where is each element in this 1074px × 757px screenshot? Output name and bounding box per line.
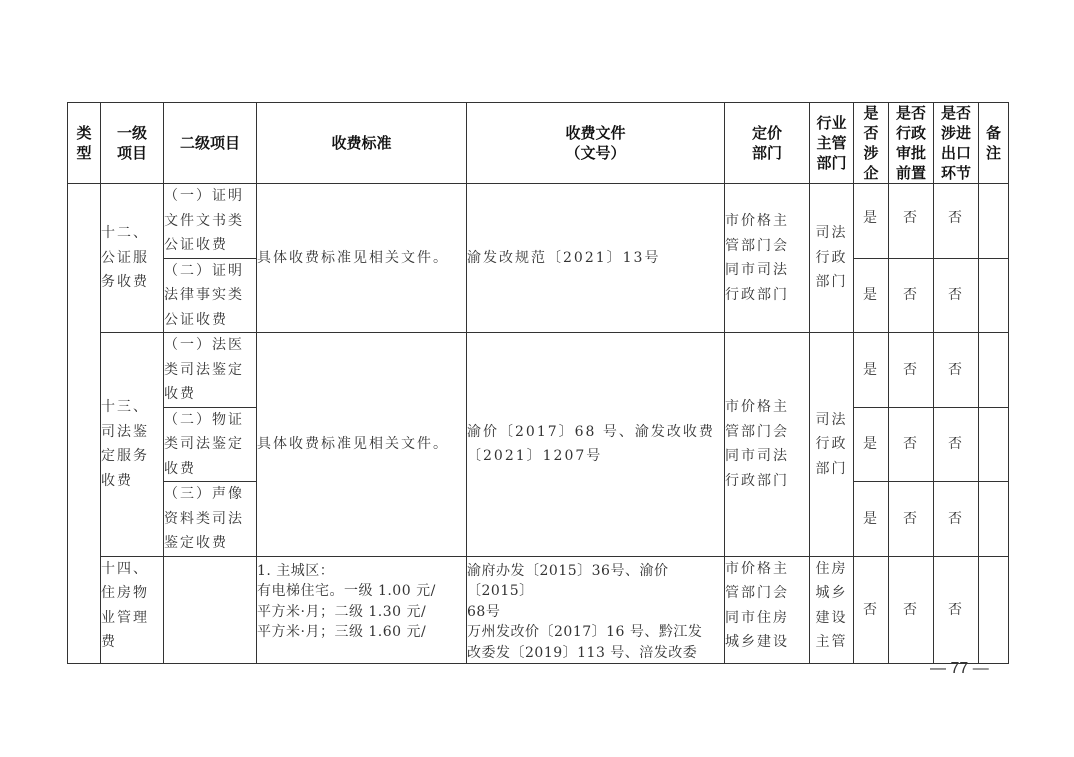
header-trade: 是否 涉进 出口 环节 — [934, 103, 979, 184]
enterprise-cell: 是 — [854, 333, 889, 408]
approval-cell: 否 — [889, 333, 934, 408]
trade-cell: 否 — [934, 556, 979, 664]
level2-cell: （二）物证 类司法鉴定 收费 — [164, 407, 257, 482]
header-pricing: 定价 部门 — [725, 103, 810, 184]
approval-cell: 否 — [889, 482, 934, 557]
note-cell — [979, 482, 1009, 557]
header-industry: 行业 主管 部门 — [810, 103, 854, 184]
approval-cell: 否 — [889, 407, 934, 482]
enterprise-cell: 是 — [854, 482, 889, 557]
trade-cell: 否 — [934, 482, 979, 557]
trade-cell: 否 — [934, 258, 979, 333]
level1-cell: 十三、 司法鉴 定服务 收费 — [101, 333, 164, 557]
type-cell — [68, 184, 101, 664]
approval-cell: 否 — [889, 184, 934, 259]
file-cell: 渝价〔2017〕68 号、渝发改收费 〔2021〕1207号 — [467, 333, 725, 557]
note-cell — [979, 556, 1009, 664]
pricing-cell: 市价格主 管部门会 同市司法 行政部门 — [725, 333, 810, 557]
standard-cell: 具体收费标准见相关文件。 — [257, 184, 467, 333]
header-file: 收费文件 （文号） — [467, 103, 725, 184]
header-enterprise: 是 否 涉 企 — [854, 103, 889, 184]
note-cell — [979, 407, 1009, 482]
industry-cell: 司法 行政 部门 — [810, 184, 854, 333]
industry-cell: 住房 城乡 建设 主管 — [810, 556, 854, 664]
table-row — [68, 556, 1009, 664]
level2-cell: （三）声像 资料类司法 鉴定收费 — [164, 482, 257, 557]
table-row — [68, 333, 1009, 408]
page-number: — 77 — — [930, 660, 989, 677]
table-row — [68, 184, 1009, 259]
file-cell: 渝发改规范〔2021〕13号 — [467, 184, 725, 333]
pricing-cell: 市价格主 管部门会 同市司法 行政部门 — [725, 184, 810, 333]
level2-cell: （一）证明 文件文书类 公证收费 — [164, 184, 257, 259]
file-cell: 渝府办发〔2015〕36号、渝价〔2015〕 68号 万州发改价〔2017〕16 号、黔江发 改委发〔2019〕113 号、涪发改委 — [467, 556, 725, 664]
fee-table — [67, 102, 1009, 664]
note-cell — [979, 184, 1009, 259]
header-standard: 收费标准 — [257, 103, 467, 184]
pricing-cell: 市价格主 管部门会 同市住房 城乡建设 — [725, 556, 810, 664]
enterprise-cell: 是 — [854, 184, 889, 259]
approval-cell: 否 — [889, 258, 934, 333]
trade-cell: 否 — [934, 407, 979, 482]
header-level1: 一级 项目 — [101, 103, 164, 184]
level2-cell: （一）法医 类司法鉴定 收费 — [164, 333, 257, 408]
note-cell — [979, 258, 1009, 333]
trade-cell: 否 — [934, 333, 979, 408]
trade-cell: 否 — [934, 184, 979, 259]
header-row — [68, 103, 1009, 184]
standard-cell: 1. 主城区： 有电梯住宅。一级 1.00 元/ 平方米·月；二级 1.30 元/ 平方米·月；三级 1.60 元/ — [257, 556, 467, 664]
level1-cell: 十二、 公证服 务收费 — [101, 184, 164, 333]
header-type: 类 型 — [68, 103, 101, 184]
note-cell — [979, 333, 1009, 408]
level1-cell: 十四、 住房物 业管理 费 — [101, 556, 164, 664]
header-approval: 是否 行政 审批 前置 — [889, 103, 934, 184]
approval-cell: 否 — [889, 556, 934, 664]
enterprise-cell: 是 — [854, 407, 889, 482]
header-level2: 二级项目 — [164, 103, 257, 184]
level2-cell — [164, 556, 257, 664]
enterprise-cell: 是 — [854, 258, 889, 333]
industry-cell: 司法 行政 部门 — [810, 333, 854, 557]
level2-cell: （二）证明 法律事实类 公证收费 — [164, 258, 257, 333]
standard-cell: 具体收费标准见相关文件。 — [257, 333, 467, 557]
header-note: 备 注 — [979, 103, 1009, 184]
enterprise-cell: 否 — [854, 556, 889, 664]
